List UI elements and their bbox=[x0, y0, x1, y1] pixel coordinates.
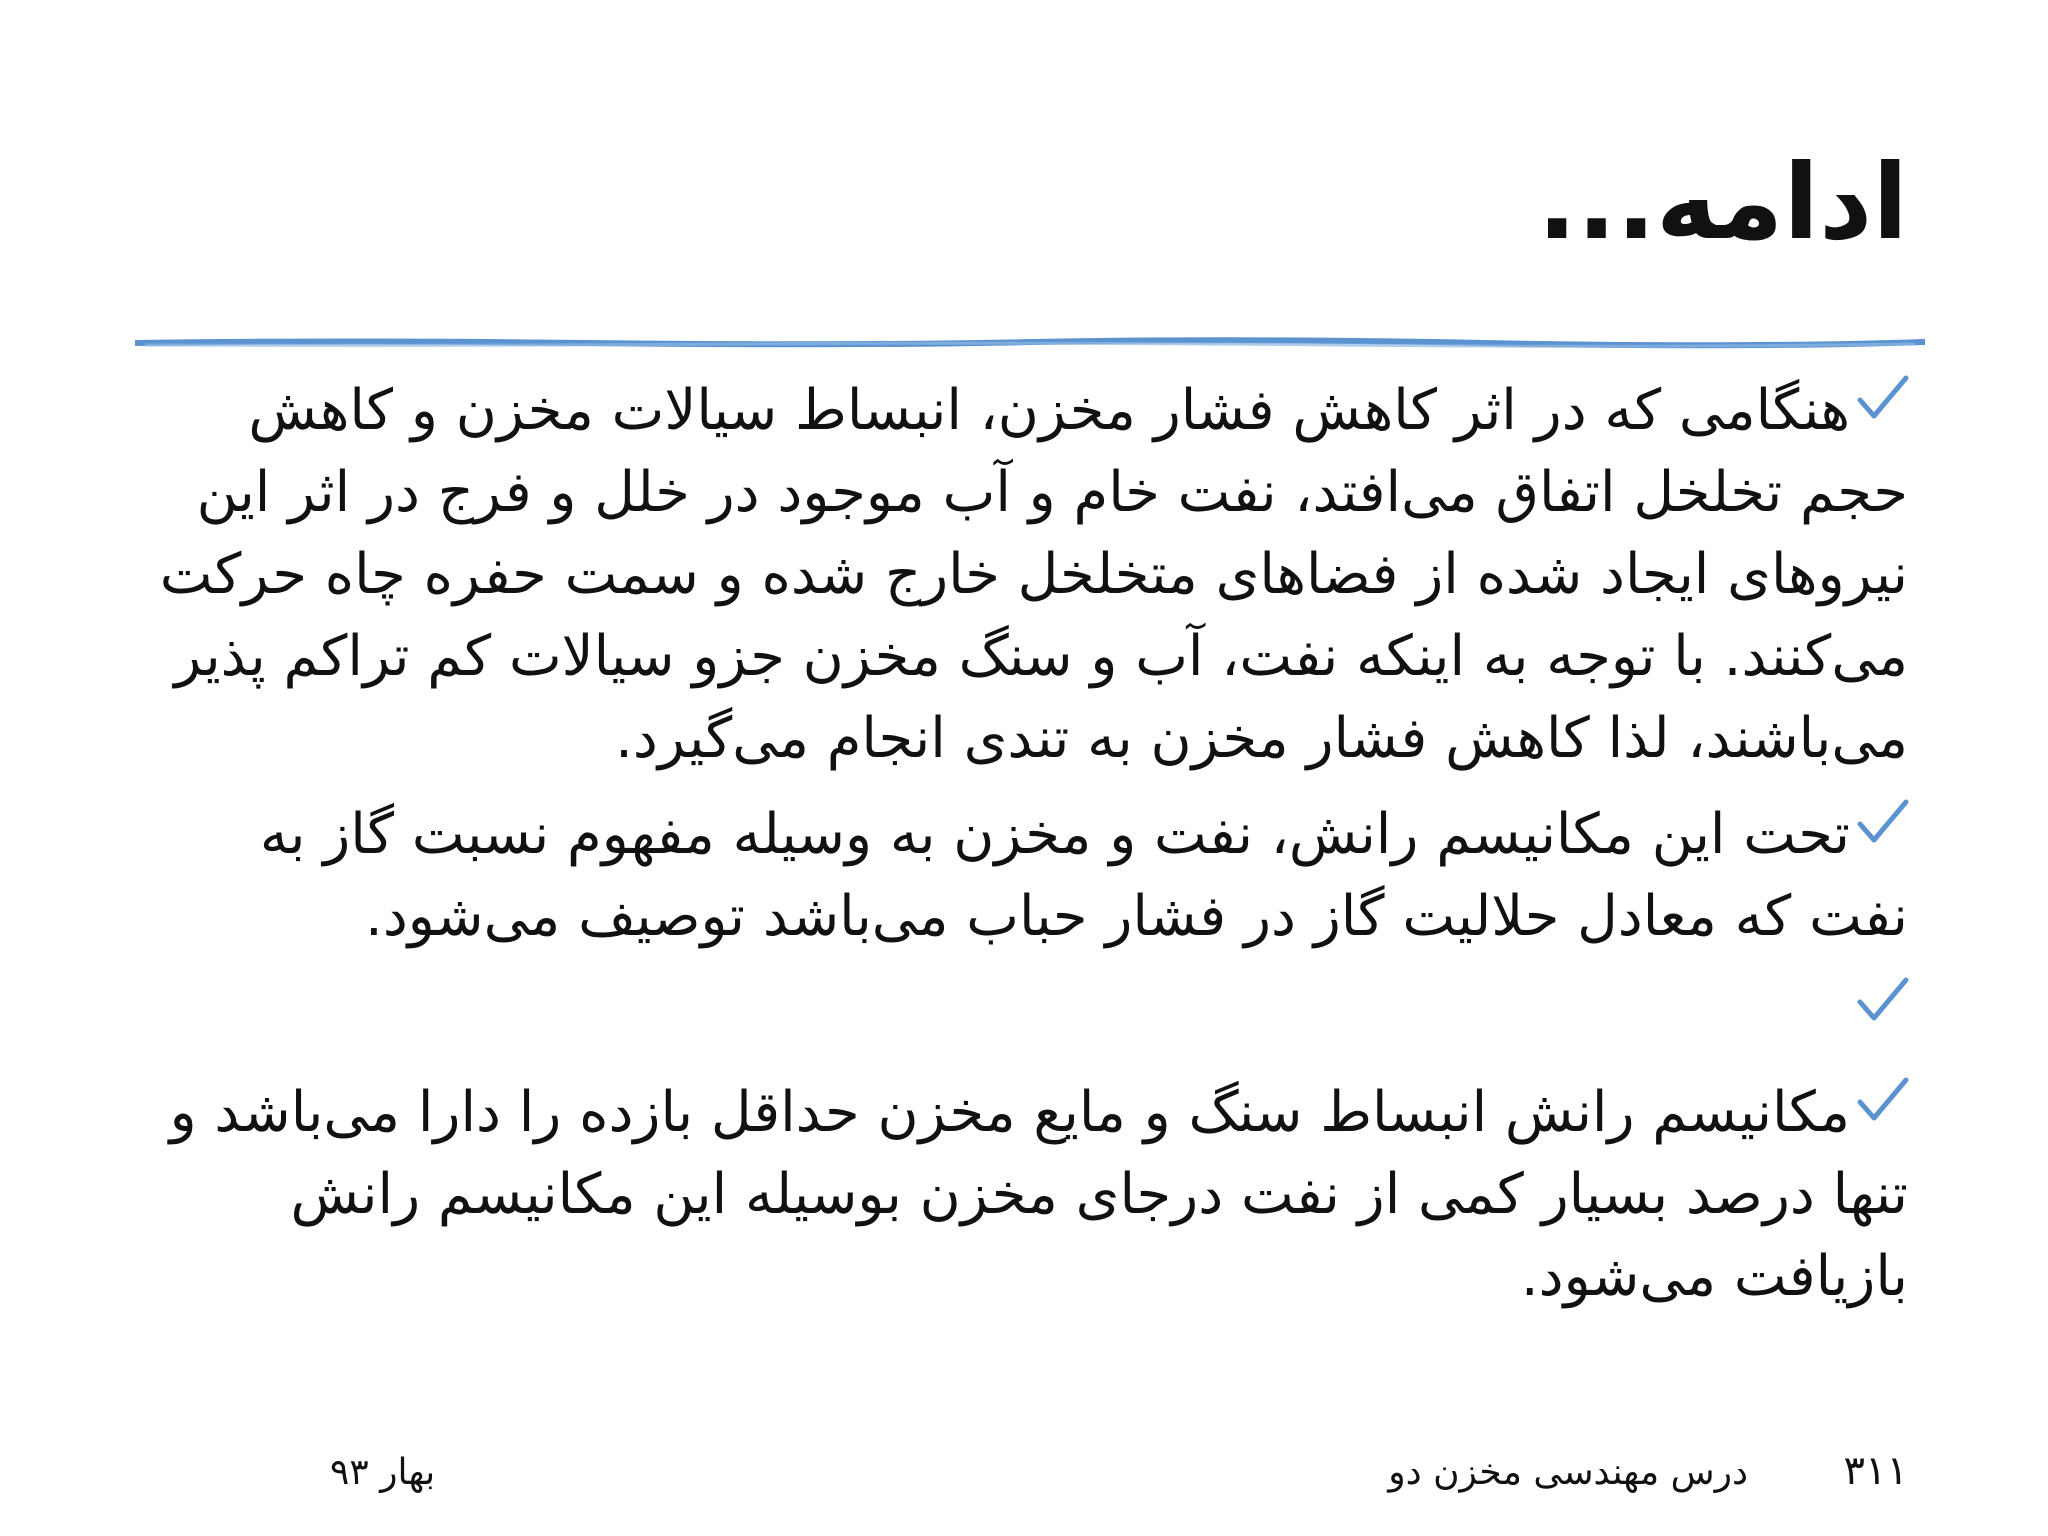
footer-course-title: درس مهندسی مخزن دو bbox=[1388, 1452, 1748, 1493]
bullet-item bbox=[148, 794, 1908, 958]
check-icon bbox=[1852, 794, 1912, 854]
footer-term: بهار ۹۳ bbox=[330, 1452, 436, 1493]
check-icon bbox=[1852, 370, 1912, 430]
bullet-list bbox=[148, 370, 1908, 1318]
check-icon bbox=[1852, 1072, 1912, 1132]
check-icon bbox=[1852, 972, 1912, 1032]
bullet-text: مکانیسم رانش انبساط سنگ و مایع مخزن حداقل بازده را دارا می‌باشد و تنها درصد بسیار کمی از نفت درجای مخزن بوسیله این مکانیسم رانش بازیافت می‌شود. bbox=[169, 1080, 1908, 1309]
page-number: ۳۱۱ bbox=[1843, 1448, 1908, 1494]
slide-title: ادامه... bbox=[1537, 141, 1908, 263]
bullet-text: هنگامی که در اثر کاهش فشار مخزن، انبساط سیالات مخزن و کاهش حجم تخلخل اتفاق می‌افتد، نفت خام و آب موجود در خلل و فرج در اثر این نیروهای ایجاد شده از فضاهای متخلخل خارج شده و سمت حفره چاه حرکت می‌کنند. با توجه به اینکه نفت، آب و سنگ مخزن جزو سیالات کم تراکم پذیر می‌باشند، لذا کاهش فشار مخزن به تندی انجام می‌گیرد. bbox=[159, 378, 1908, 771]
title-divider bbox=[135, 336, 1925, 350]
bullet-text bbox=[148, 972, 1908, 1054]
bullet-item-empty bbox=[148, 972, 1908, 1072]
bullet-item bbox=[148, 1072, 1908, 1318]
bullet-text: تحت این مکانیسم رانش، نفت و مخزن به وسیله مفهوم نسبت گاز به نفت که معادل حلالیت گاز در فشار حباب می‌باشد توصیف می‌شود. bbox=[259, 802, 1908, 949]
bullet-item bbox=[148, 370, 1908, 780]
